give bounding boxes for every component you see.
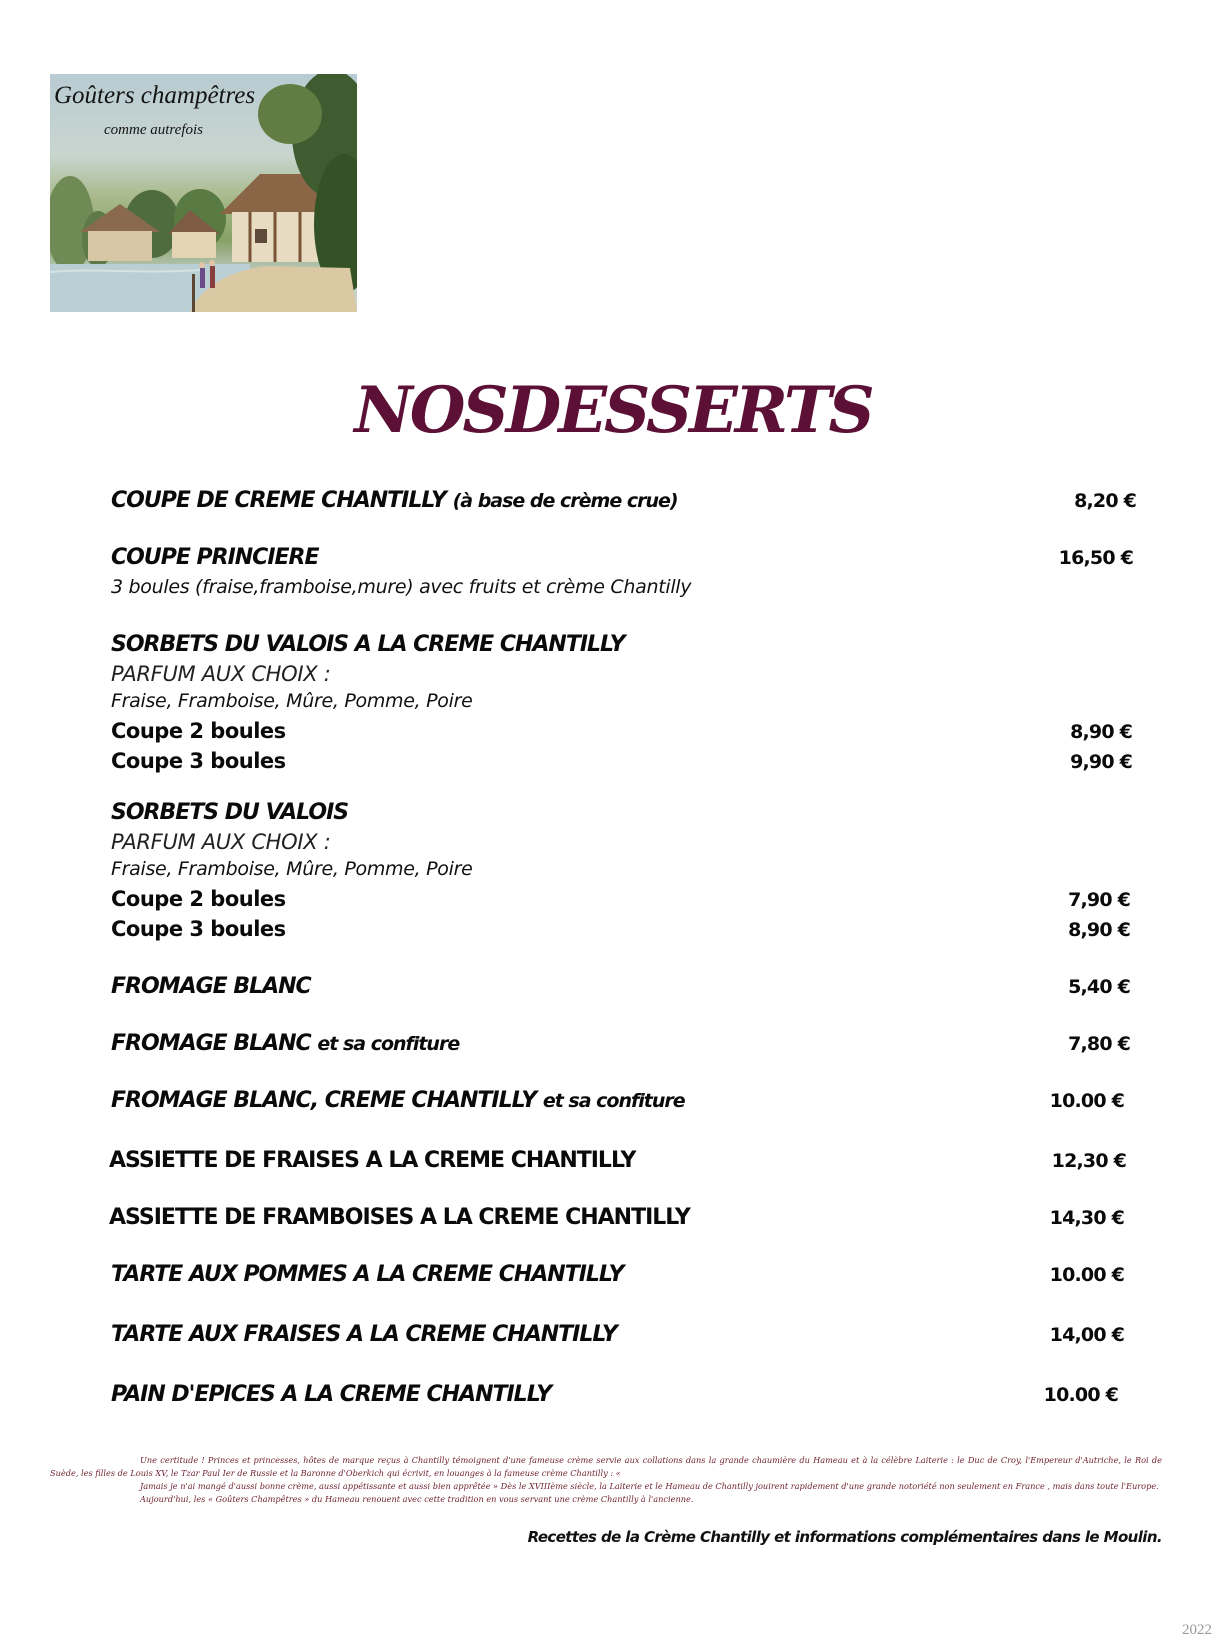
- footnote-paragraph: Une certitude ! Princes et princesses, hôtes de marque reçus à Chantilly témoignent d'une fameuse crème servie aux collations dans la grande chaumière du Hameau et à la célèbre Laiterie : le Duc de Croy, l'Empereur d'Autriche, le Roi de Suède, les filles de Louis XV, le Tzar Paul Ier de Russie et la Baronne d'Oberkich qui écrivit, en louanges à la fameuse crème Chantilly : «: [50, 1455, 1162, 1478]
- menu-item-name: SORBETS DU VALOIS A LA CREME CHANTILLY: [111, 632, 625, 657]
- menu-item-name: [111, 1088, 685, 1113]
- item-note: et sa confiture: [542, 1090, 685, 1112]
- item-note: et sa confiture: [317, 1033, 460, 1055]
- menu-item-price: 10.00 €: [1049, 1264, 1124, 1286]
- flavour-choice-label: PARFUM AUX CHOIX :: [111, 662, 331, 686]
- menu-item-name: ASSIETTE DE FRAMBOISES A LA CREME CHANTILLY: [109, 1205, 690, 1230]
- option-label: Coupe 2 boules: [111, 719, 286, 743]
- item-title: COUPE DE CREME CHANTILLY: [111, 488, 446, 513]
- option-price: 7,90 €: [1068, 889, 1130, 911]
- flavour-choice-label: PARFUM AUX CHOIX :: [111, 830, 331, 854]
- item-note: (à base de crème crue): [452, 490, 678, 512]
- item-title: FROMAGE BLANC, CREME CHANTILLY: [111, 1088, 537, 1113]
- option-label: Coupe 3 boules: [111, 917, 286, 941]
- menu-item-price: 10.00 €: [1049, 1090, 1124, 1112]
- footnote-paragraph: Aujourd'hui, les « Goûters Champêtres » du Hameau renouent avec cette tradition en vous servant une crème Chantilly à l'ancienne.: [140, 1494, 694, 1504]
- menu-item-price: 10.00 €: [1043, 1384, 1118, 1406]
- option-price: 9,90 €: [1070, 751, 1132, 773]
- menu-item-name: PAIN D'EPICES A LA CREME CHANTILLY: [111, 1382, 552, 1407]
- menu-item-name: COUPE PRINCIERE: [111, 545, 319, 570]
- option-price: 8,90 €: [1068, 919, 1130, 941]
- menu-item-price: 12,30 €: [1051, 1150, 1126, 1172]
- menu-item-name: [111, 1031, 459, 1056]
- menu-item-price: 7,80 €: [1068, 1033, 1130, 1055]
- footnote-paragraph: Jamais je n'ai mangé d'aussi bonne crème, aussi appétissante et aussi bien apprêtée » Dès le XVIIIème siècle, la Laiterie et le Hameau de Chantilly jouirent rapidement d'une grande notoriété non seulement en France , mais dans toute l'Europe.: [140, 1481, 1159, 1491]
- flavour-list: Fraise, Framboise, Mûre, Pomme, Poire: [111, 690, 473, 712]
- year-label: 2022: [1182, 1622, 1212, 1638]
- item-title: FROMAGE BLANC: [111, 1031, 311, 1056]
- flavour-list: Fraise, Framboise, Mûre, Pomme, Poire: [111, 858, 473, 880]
- page-title: NOSDESSERTS: [354, 373, 872, 448]
- menu-item-name: [111, 488, 678, 513]
- recipes-note: Recettes de la Crème Chantilly et informations complémentaires dans le Moulin.: [527, 1528, 1162, 1546]
- option-label: Coupe 2 boules: [111, 887, 286, 911]
- menu-item-name: TARTE AUX POMMES A LA CREME CHANTILLY: [111, 1262, 624, 1287]
- menu-item-price: 14,30 €: [1049, 1207, 1124, 1229]
- option-price: 8,90 €: [1070, 721, 1132, 743]
- history-footnote: [50, 1454, 1162, 1506]
- menu-item-name: FROMAGE BLANC: [111, 974, 311, 999]
- logo-title: Goûters champêtres: [54, 82, 256, 109]
- menu-item-price: 8,20 €: [1074, 490, 1136, 512]
- menu-item-price: 16,50 €: [1058, 547, 1133, 569]
- menu-item-description: 3 boules (fraise,framboise,mure) avec fruits et crème Chantilly: [111, 576, 692, 598]
- menu-item-name: SORBETS DU VALOIS: [111, 800, 349, 825]
- menu-item-name: TARTE AUX FRAISES A LA CREME CHANTILLY: [111, 1322, 617, 1347]
- option-label: Coupe 3 boules: [111, 749, 286, 773]
- menu-item-name: ASSIETTE DE FRAISES A LA CREME CHANTILLY: [109, 1148, 636, 1173]
- logo-subtitle: comme autrefois: [104, 122, 204, 138]
- menu-item-price: 14,00 €: [1049, 1324, 1124, 1346]
- menu-item-price: 5,40 €: [1068, 976, 1130, 998]
